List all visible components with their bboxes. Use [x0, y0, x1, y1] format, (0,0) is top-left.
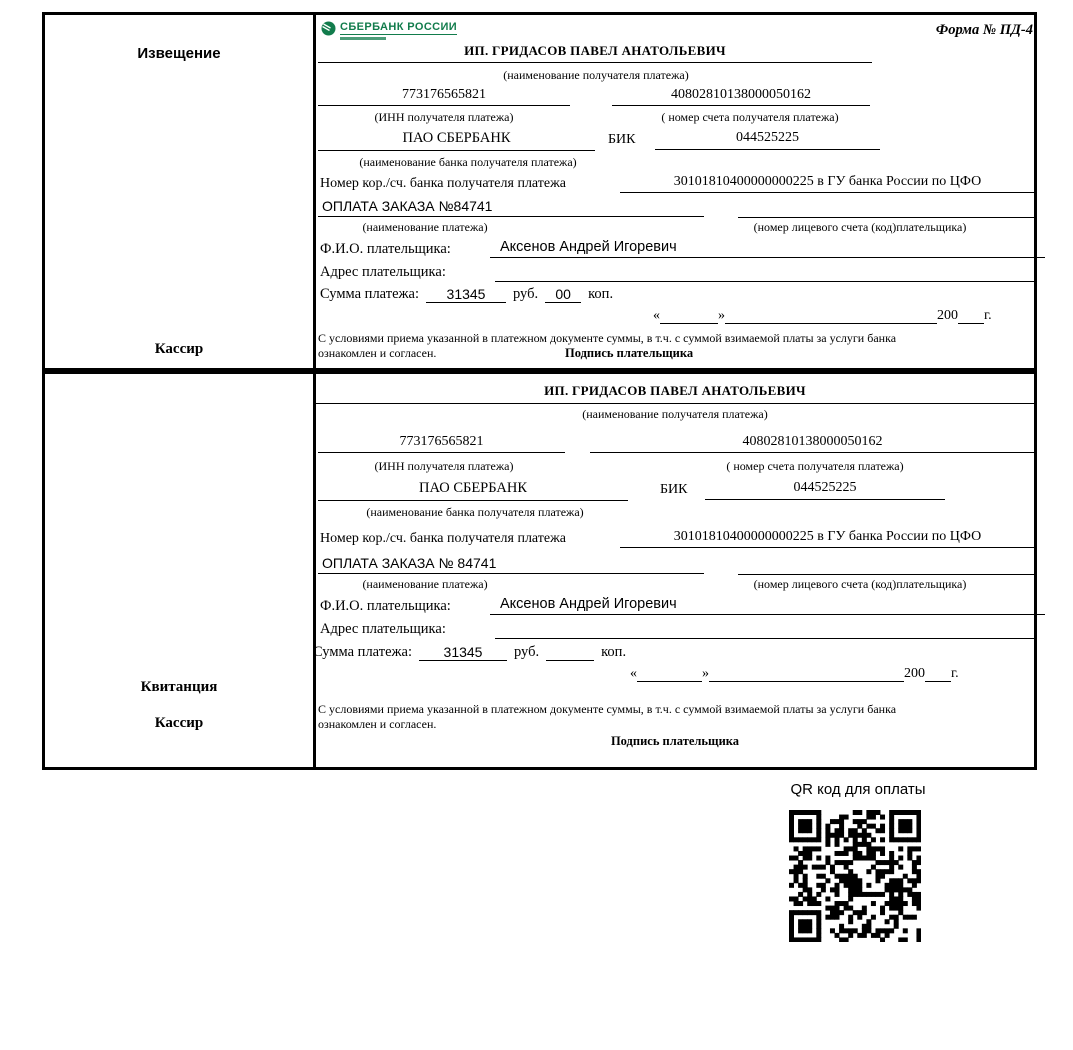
rub-label: руб.	[513, 286, 539, 302]
bik-value: 044525225	[655, 130, 880, 150]
personal-account-line	[738, 198, 1035, 218]
year-suffix: г.	[951, 666, 959, 681]
agreement-line1: С условиями приема указанной в платежном документе суммы, в т.ч. с суммой взимаемой платы за услуги банка	[318, 331, 897, 345]
date-line	[630, 666, 959, 682]
address-label: Адрес плательщика:	[320, 621, 446, 637]
bank-name: ПАО СБЕРБАНК	[318, 130, 595, 151]
payment-caption: (наименование платежа)	[362, 577, 488, 591]
kop-label: коп.	[601, 644, 627, 660]
bank-caption: (наименование банка получателя платежа)	[366, 505, 584, 519]
bank-tagline	[340, 37, 386, 40]
kop-label: коп.	[588, 286, 614, 302]
payment-caption: (наименование платежа)	[362, 220, 488, 234]
qr-code	[789, 810, 921, 942]
sum-label: Сумма платежа:	[320, 286, 419, 302]
inn-caption: (ИНН получателя платежа)	[374, 459, 514, 473]
section-divider	[313, 374, 316, 767]
corr-label: Номер кор./сч. банка получателя платежа	[320, 531, 566, 546]
bik-label: БИК	[608, 132, 636, 147]
cashier-label: Кассир	[154, 715, 204, 731]
payer-name: Аксенов Андрей Игоревич	[490, 596, 1045, 615]
form-number: Форма № ПД-4	[935, 22, 1033, 38]
quote-open: «	[653, 308, 660, 323]
signature-label: Подпись плательщика	[610, 734, 740, 748]
inn-caption: (ИНН получателя платежа)	[374, 110, 514, 124]
payee-name: ИП. ГРИДАСОВ ПАВЕЛ АНАТОЛЬЕВИЧ	[318, 43, 872, 63]
quote-close: »	[702, 666, 709, 681]
personal-account-line	[738, 555, 1035, 575]
payer-name: Аксенов Андрей Игоревич	[490, 239, 1045, 258]
amount-kop	[546, 660, 594, 661]
date-year-line	[925, 666, 951, 682]
payee-account: 40802810138000050162	[590, 434, 1035, 453]
account-caption: ( номер счета получателя платежа)	[726, 459, 904, 473]
cashier-label: Кассир	[154, 341, 204, 357]
date-day-line	[637, 666, 702, 682]
rub-label: руб.	[514, 644, 540, 660]
agreement-line2: ознакомлен и согласен.	[318, 346, 437, 360]
qr-code-label: QR код для оплаты	[790, 781, 926, 798]
amount-rub: 31345	[426, 286, 506, 303]
agreement-line1: С условиями приема указанной в платежном документе суммы, в т.ч. с суммой взимаемой платы за услуги банка	[318, 702, 897, 716]
date-month-line	[709, 666, 904, 682]
amount-rub: 31345	[419, 644, 507, 661]
receipt-section	[42, 371, 1037, 770]
quote-close: »	[718, 308, 725, 323]
address-line	[495, 262, 1035, 282]
amount-kop: 00	[545, 286, 581, 303]
date-day-line	[660, 308, 718, 324]
corr-account: 30101810400000000225 в ГУ банка России по ЦФО	[620, 174, 1035, 193]
bank-logo-text: СБЕРБАНК РОССИИ	[340, 21, 458, 33]
section-left-label: Извещение	[137, 45, 221, 62]
year-prefix: 200	[937, 308, 958, 323]
payment-name: ОПЛАТА ЗАКАЗА №84741	[318, 198, 704, 217]
quote-open: «	[630, 666, 637, 681]
bik-label: БИК	[660, 482, 688, 497]
notice-section	[42, 12, 1037, 371]
fio-label: Ф.И.О. плательщика:	[320, 241, 451, 257]
date-year-line	[958, 308, 984, 324]
address-label: Адрес плательщика:	[320, 264, 446, 280]
payee-caption: (наименование получателя платежа)	[503, 68, 689, 82]
rule-line	[316, 403, 1034, 404]
personal-account-caption: (номер лицевого счета (код)плательщика)	[753, 220, 967, 234]
bik-value: 044525225	[705, 480, 945, 500]
year-prefix: 200	[904, 666, 925, 681]
payee-inn: 773176565821	[318, 434, 565, 453]
signature-label: Подпись плательщика	[565, 346, 694, 360]
section-left-label: Квитанция	[140, 679, 218, 695]
payment-name: ОПЛАТА ЗАКАЗА № 84741	[318, 555, 704, 574]
date-month-line	[725, 308, 937, 324]
corr-label: Номер кор./сч. банка получателя платежа	[320, 176, 566, 191]
corr-account: 30101810400000000225 в ГУ банка России по ЦФО	[620, 529, 1035, 548]
bank-caption: (наименование банка получателя платежа)	[359, 155, 577, 169]
address-line	[495, 619, 1035, 639]
payee-account: 40802810138000050162	[612, 87, 870, 106]
personal-account-caption: (номер лицевого счета (код)плательщика)	[753, 577, 967, 591]
account-caption: ( номер счета получателя платежа)	[661, 110, 839, 124]
sum-label: Сумма платежа:	[313, 644, 412, 660]
sberbank-logo-icon	[321, 21, 336, 41]
date-line	[653, 308, 992, 324]
payee-caption: (наименование получателя платежа)	[582, 407, 768, 421]
agreement-line2: ознакомлен и согласен.	[318, 717, 437, 731]
year-suffix: г.	[984, 308, 992, 323]
payee-name: ИП. ГРИДАСОВ ПАВЕЛ АНАТОЛЬЕВИЧ	[544, 383, 806, 398]
payee-inn: 773176565821	[318, 87, 570, 106]
fio-label: Ф.И.О. плательщика:	[320, 598, 451, 614]
sberbank-logo	[321, 21, 457, 41]
bank-name: ПАО СБЕРБАНК	[318, 480, 628, 501]
